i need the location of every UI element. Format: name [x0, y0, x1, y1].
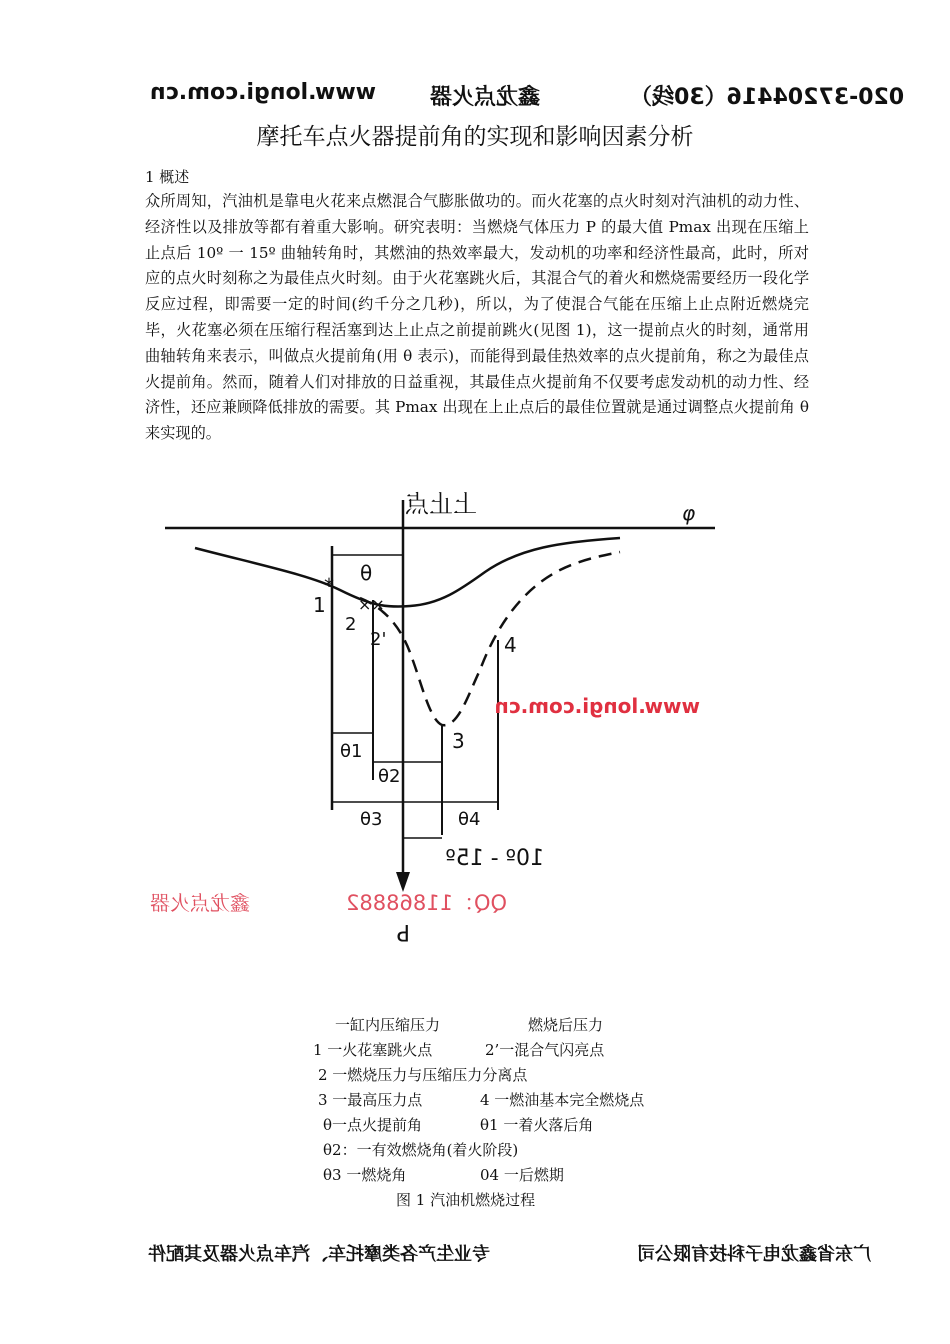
point-2-mark: ××	[358, 595, 385, 614]
watermark-qq: QQ：11868882	[346, 891, 507, 915]
point-3-label: 3	[452, 729, 465, 753]
caption-combustion: 燃烧后压力	[528, 1016, 604, 1034]
combustion-diagram	[140, 480, 720, 950]
p-label: P	[396, 919, 410, 944]
caption-point-4: 4 一燃油基本完全燃烧点	[480, 1091, 645, 1109]
watermark-url: www.longi.com.cn	[494, 694, 700, 718]
p-axis-arrow	[396, 872, 410, 892]
document-title: 摩托车点火器提前角的实现和影响因素分析	[256, 124, 694, 150]
point-1-mark: *	[324, 574, 334, 598]
compression-curve	[195, 538, 620, 607]
theta2-label: θ2	[378, 766, 401, 787]
body-text	[145, 189, 809, 447]
phi-label: φ	[682, 501, 696, 525]
tdc-label: 上止点	[405, 490, 477, 518]
theta-label: θ	[360, 561, 373, 585]
theta1-label: θ1	[340, 741, 363, 762]
caption-point-2p: 2’一混合气闪亮点	[485, 1041, 605, 1059]
caption-point-2: 2 一燃烧压力与压缩压力分离点	[318, 1066, 528, 1084]
caption-theta4: 04 一后燃期	[480, 1166, 564, 1184]
footer-slogan: 专业生产各类摩托车、汽车点火器及其配件	[148, 1244, 490, 1265]
caption-theta3: θ3 一燃烧角	[323, 1166, 407, 1184]
header-website: www.longi.com.cn	[150, 80, 377, 105]
caption-point-3: 3 一最高压力点	[318, 1091, 423, 1109]
section-heading: 1 概述	[145, 168, 190, 186]
caption-compression: 一缸内压缩压力	[335, 1016, 441, 1034]
point-2-label: 2	[345, 614, 357, 635]
point-2p-label: 2'	[370, 629, 387, 650]
point-4-label: 4	[504, 633, 517, 657]
point-1-label: 1	[313, 593, 326, 617]
header-company: 鑫龙点火器	[430, 85, 541, 110]
range-label: 10º - 15º	[445, 846, 544, 871]
caption-theta1: θ1 一着火落后角	[480, 1116, 594, 1134]
theta4-label: θ4	[458, 809, 481, 830]
caption-point-1: 1 一火花塞跳火点	[313, 1041, 433, 1059]
header-phone: 020-37204416（30线）	[630, 85, 905, 110]
watermark-company: 鑫龙点火器	[150, 891, 250, 915]
caption-theta2: θ2：一有效燃烧角(着火阶段)	[323, 1141, 519, 1159]
caption-theta: θ一点火提前角	[323, 1116, 423, 1134]
footer-company: 广东省鑫龙电子科技有限公司	[637, 1244, 871, 1265]
figure-title: 图 1 汽油机燃烧过程	[396, 1191, 536, 1209]
theta3-label: θ3	[360, 809, 383, 830]
body-paragraph: 众所周知，汽油机是靠电火花来点燃混合气膨胀做功的。而火花塞的点火时刻对汽油机的动力性、经济性以及排放等都有着重大影响。研究表明：当燃烧气体压力 P 的最大值 Pmax 出现在压缩上止点后 10º 一 15º 曲轴转角时，其燃油的热效率最大，发动机的功率和经济性最高，此时，所对应的点火时刻称之为最佳点火时刻。由于火花塞跳火后，其混合气的着火和燃烧需要经历一段化学反应过程，即需要一定的时间(约千分之几秒)，所以，为了使混合气能在压缩上止点附近燃烧完毕，火花塞必须在压缩行程活塞到达上止点之前提前跳火(见图 1)，这一提前点火的时刻，通常用曲轴转角来表示，叫做点火提前角(用 θ 表示)，而能得到最佳热效率的点火提前角，称之为最佳点火提前角。然而，随着人们对排放的日益重视，其最佳点火提前角不仅要考虑发动机的动力性、经济性，还应兼顾降低排放的需要。其 Pmax 出现在上止点后的最佳位置就是通过调整点火提前角 θ 来实现的。	[145, 192, 809, 443]
